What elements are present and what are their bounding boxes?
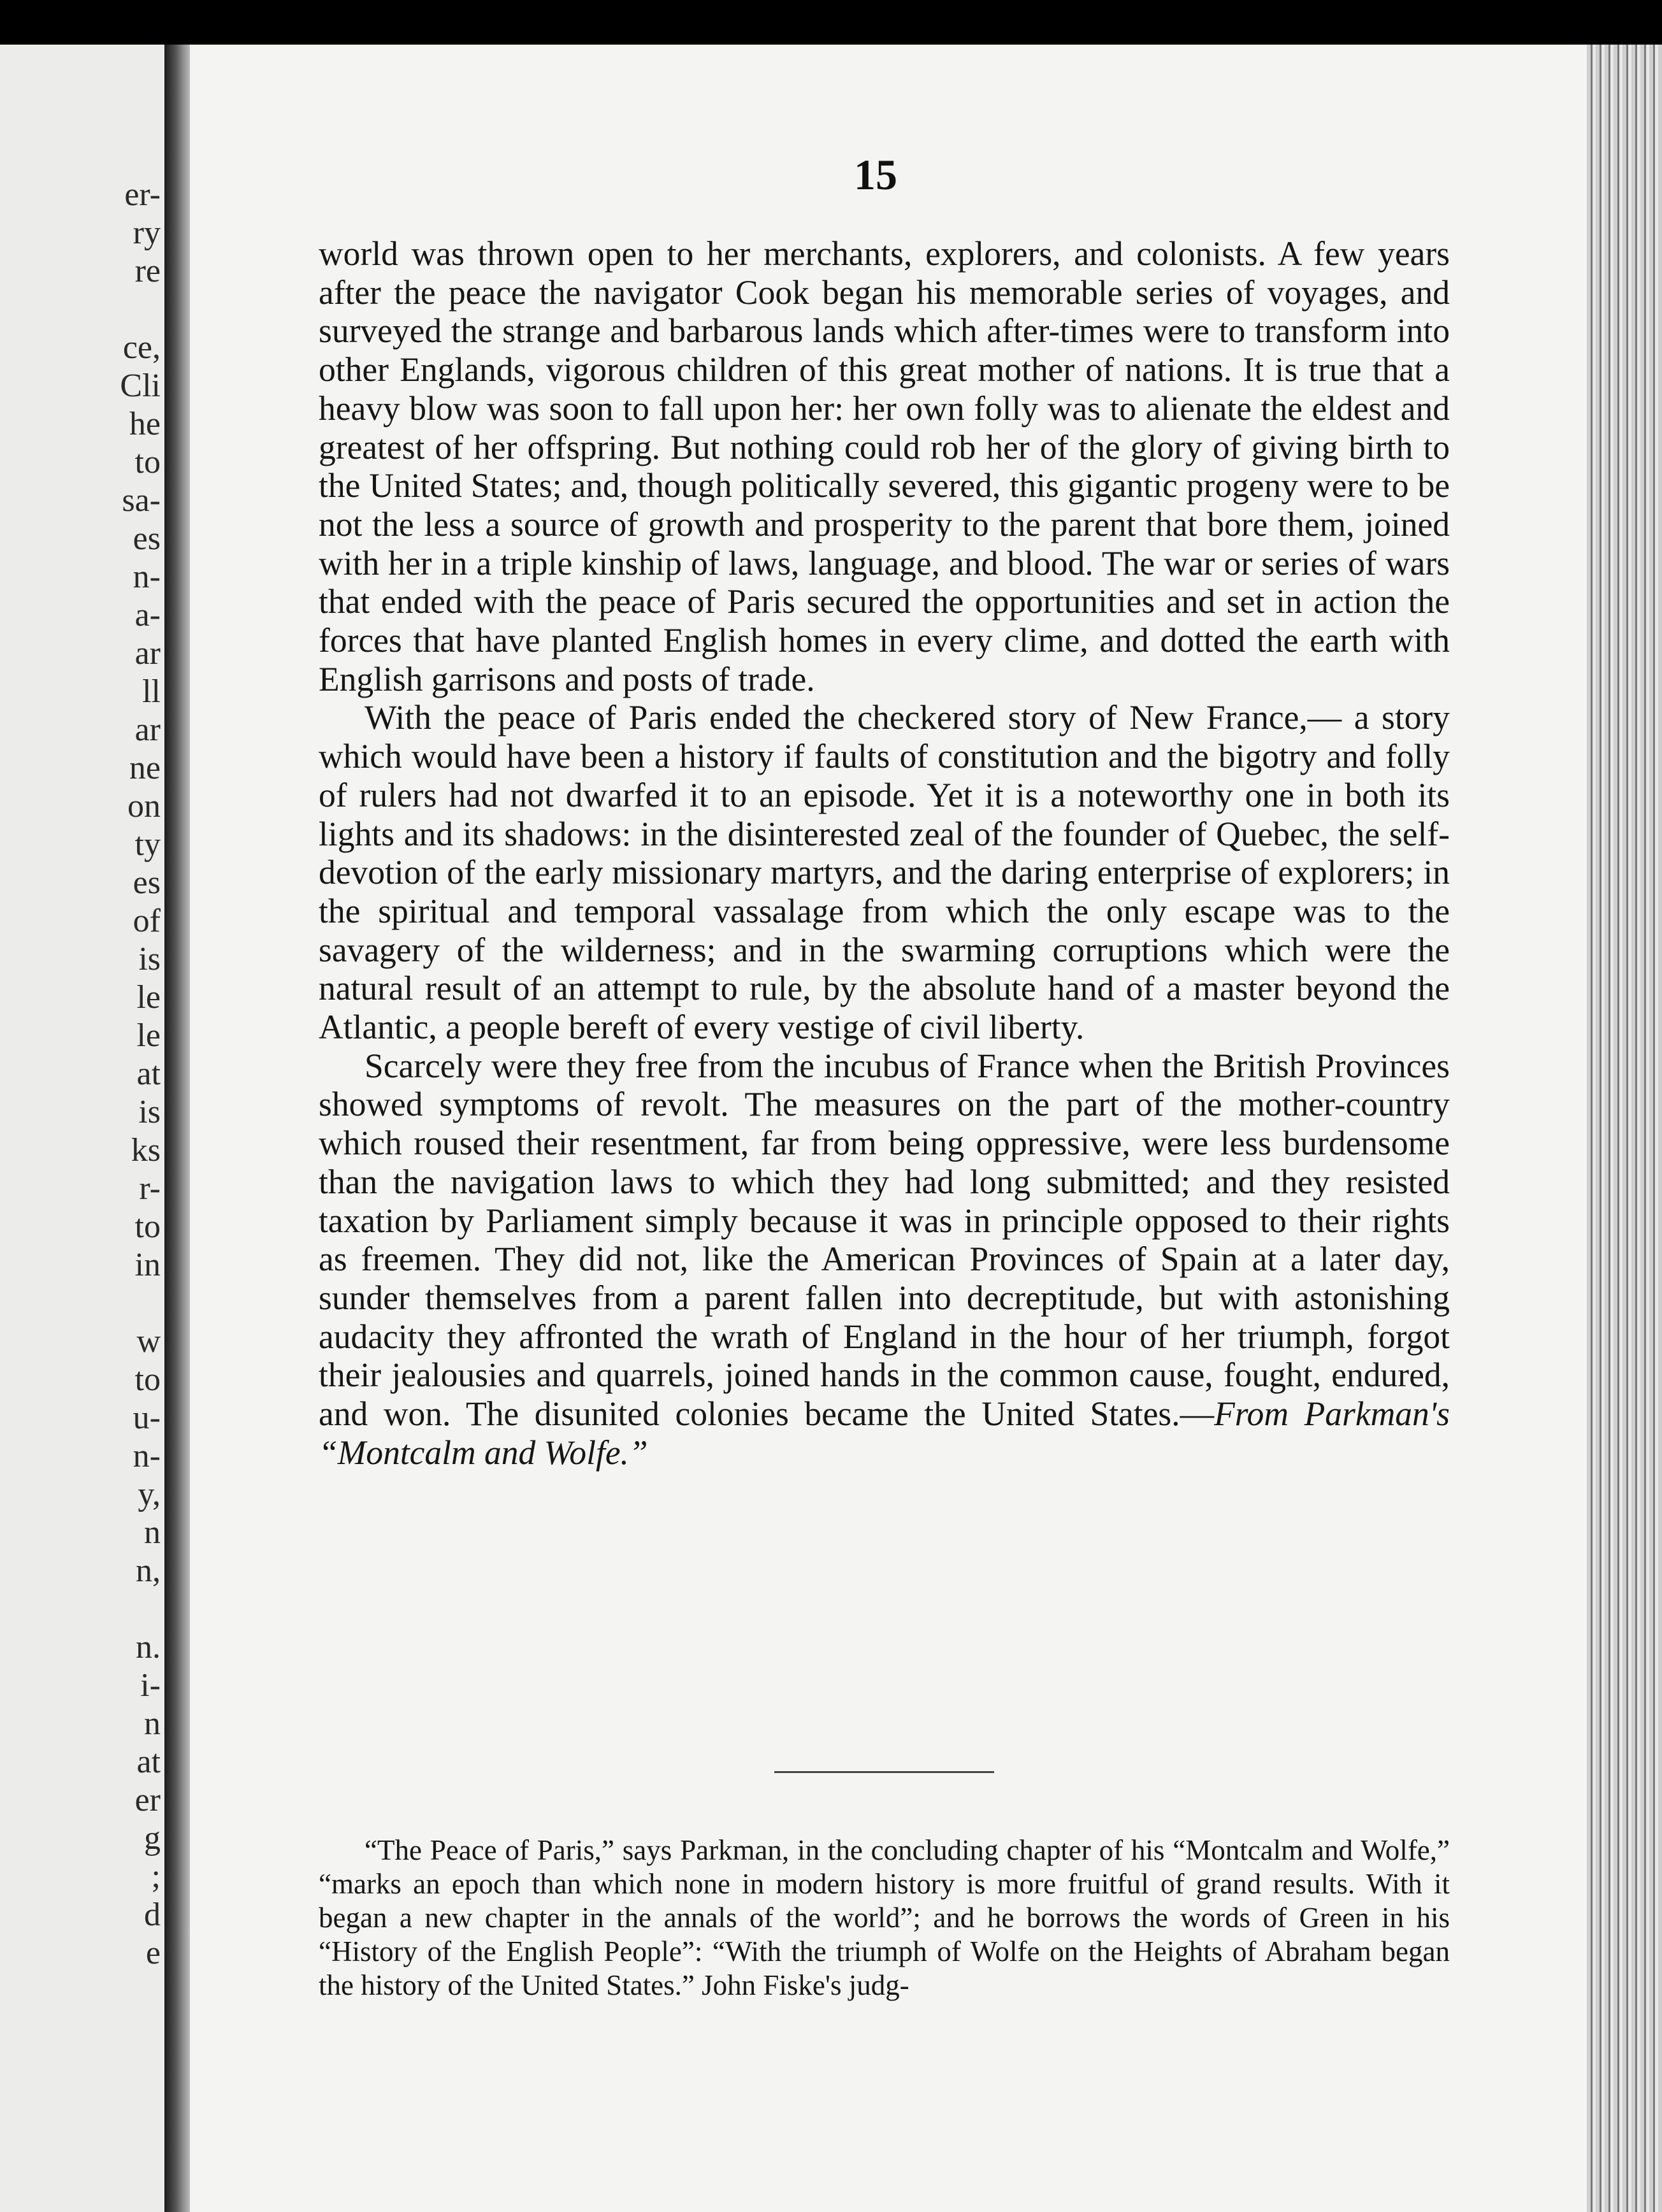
page-stack-edge: [1587, 45, 1662, 2212]
left-page-fragment: re: [134, 253, 161, 289]
left-page-fragment: le: [136, 979, 161, 1016]
left-page-fragment: he: [129, 406, 161, 442]
left-page-fragment: i-: [140, 1667, 161, 1704]
page-number: 15: [854, 150, 897, 199]
left-page-fragment: y,: [138, 1476, 161, 1512]
section-divider: [774, 1771, 994, 1773]
left-page-fragment: ks: [131, 1132, 161, 1168]
left-page-fragment: er: [134, 1782, 161, 1818]
body-text: [319, 234, 1450, 1472]
scan-top-border: [0, 0, 1662, 45]
left-page-fragment: a-: [134, 597, 161, 633]
left-page-fragment: ce,: [122, 329, 161, 366]
left-page-fragment: on: [127, 788, 161, 824]
left-page-fragment: n,: [136, 1553, 161, 1589]
left-page-fragment: er-: [124, 176, 161, 213]
paragraph-2: With the peace of Paris ended the checkered story of New France,— a story which would have been a history if faults of constitution and the bigotry and folly of rulers had not dwarfed it to an episode. Yet it is a noteworthy one in both its lights and its shadows: in the disinterested zeal of the founder of Quebec, the self-devotion of the early missionary martyrs, and the daring enterprise of explorers; in the spiritual and temporal vassalage from which the only escape was to the savagery of the wilderness; and in the swarming corruptions which were the natural result of an attempt to rule, by the absolute hand of a master beyond the Atlantic, a people bereft of every vestige of civil liberty.: [319, 698, 1450, 1047]
left-page-fragment: le: [136, 1017, 161, 1054]
book-gutter: [164, 45, 190, 2212]
left-page-fragment: ry: [133, 215, 161, 251]
left-page-fragment: Cli: [120, 368, 161, 404]
left-page-fragment: d: [144, 1897, 161, 1933]
left-page-fragment: w: [136, 1323, 161, 1360]
left-page-fragment: ty: [134, 826, 161, 863]
left-page-fragment: n: [144, 1514, 161, 1551]
left-page-edge: [0, 45, 164, 2212]
left-page-fragment: n-: [133, 559, 161, 595]
left-page-fragment: of: [133, 903, 161, 939]
left-page-fragment: to: [134, 444, 161, 480]
left-page-fragment: at: [136, 1056, 161, 1092]
source-attribution: From Parkman's “Montcalm and Wolfe.”: [319, 1395, 1450, 1472]
paragraph-3: [319, 1047, 1450, 1472]
left-page-fragment: in: [134, 1247, 161, 1283]
left-page-fragment: ll: [142, 673, 161, 710]
left-page-fragment: g: [144, 1820, 161, 1856]
left-page-fragment: n.: [136, 1629, 161, 1665]
left-page-fragment: sa-: [122, 482, 161, 519]
left-page-fragment: at: [136, 1744, 161, 1780]
left-page-fragment: ne: [129, 750, 161, 786]
paragraph-1: world was thrown open to her merchants, explorers, and colonists. A few years after the peace the navigator Cook began his memorable series of voyages, and surveyed the strange and barbarous lands which after-times were to transform into other Englands, vigorous children of this great mother of nations. It is true that a heavy blow was soon to fall upon her: her own folly was to alienate the eldest and greatest of her offspring. But nothing could rob her of the glory of giving birth to the United States; and, though politically severed, this gigantic progeny were to be not the less a source of growth and prosperity to the parent that bore them, joined with her in a triple kinship of laws, language, and blood. The war or series of wars that ended with the peace of Paris secured the opportunities and set in action the forces that have planted English homes in every clime, and dotted the earth with English garrisons and posts of trade.: [319, 234, 1450, 698]
left-page-fragment: is: [138, 941, 161, 977]
left-page-fragment: e: [145, 1935, 161, 1971]
left-page-fragment: n-: [133, 1438, 161, 1474]
left-page-fragment: ;: [151, 1858, 161, 1895]
paragraph-3-text: Scarcely were they free from the incubus of France when the British Provinces showed symptoms of revolt. The measures on the part of the mother-country which roused their resentment, far from being oppressive, were less burdensome than the navigation laws to which they had long submitted; and they resisted taxation by Parliament simply because it was in principle opposed to their rights as freemen. They did not, like the American Provinces of Spain at a later day, sunder themselves from a parent fallen into decreptitude, but with astonishing audacity they affronted the wrath of England in the hour of her triumph, forgot their jealousies and quarrels, joined hands in the common cause, fought, endured, and won. The disunited colonies became the United States.—: [319, 1046, 1450, 1433]
left-page-fragment: ar: [134, 712, 161, 748]
left-page-fragment: to: [134, 1361, 161, 1398]
left-page-fragment: r-: [139, 1170, 161, 1207]
footnote-paragraph: “The Peace of Paris,” says Parkman, in the concluding chapter of his “Montcalm and Wolfe,” “marks an epoch than which none in modern history is more fruitful of grand results. With it began a new chapter in the annals of the world”; and he borrows the words of Green in his “History of the English People”: “With the triumph of Wolfe on the Heights of Abraham began the history of the United States.” John Fiske's judg-: [319, 1834, 1450, 2001]
left-page-fragment: u-: [133, 1400, 161, 1436]
left-page-fragment: n: [144, 1706, 161, 1742]
left-page-fragment: es: [133, 865, 161, 901]
left-page-fragment: to: [134, 1209, 161, 1245]
left-page-fragment: ar: [134, 635, 161, 672]
left-page-fragment: es: [133, 521, 161, 557]
left-page-fragment: is: [138, 1094, 161, 1130]
